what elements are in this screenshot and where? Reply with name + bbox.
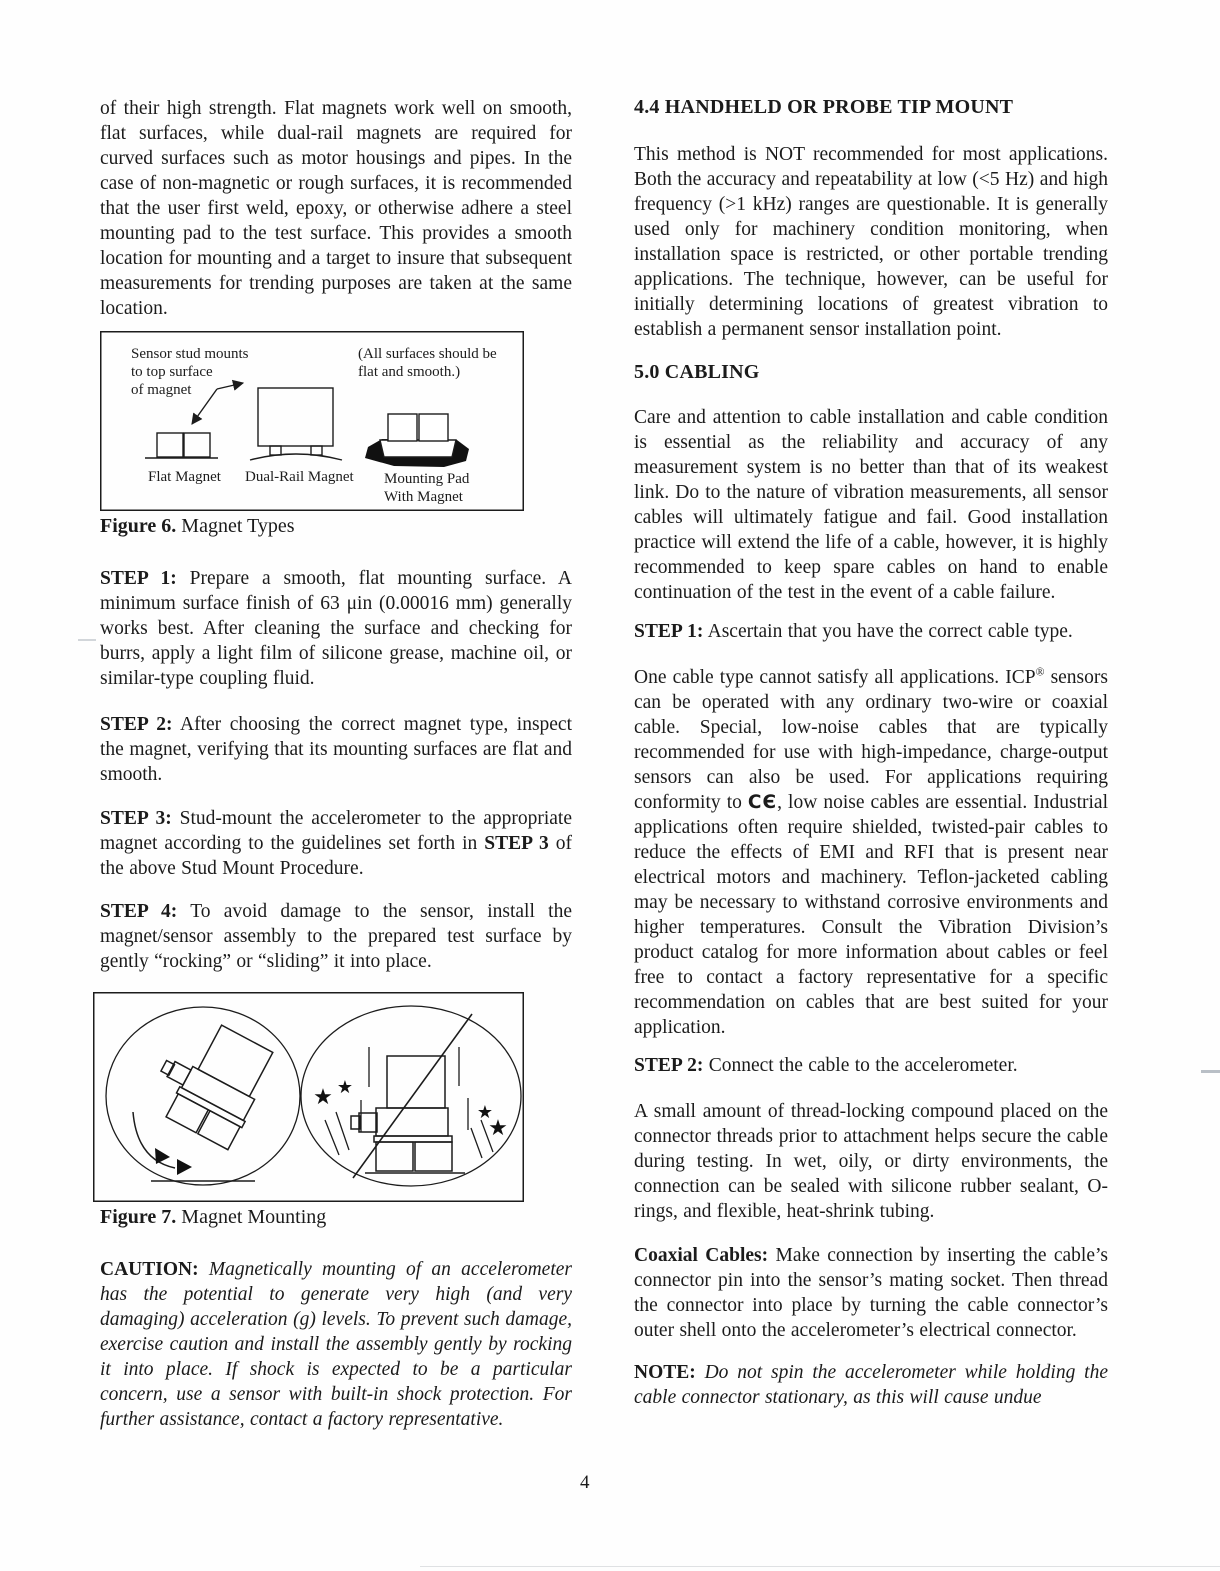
flat-magnet-label: Flat Magnet [148,469,221,485]
impact-circle [301,1006,521,1186]
rocking-arrowhead-icon [177,1159,192,1175]
step-3-magnet: STEP 3: Stud-mount the accelerometer to the appropriate magnet according to the guidelines set forth in STEP 3 of the above Stud Mount Procedure. [100,808,573,879]
annotation-line-1: Sensor stud mounts [131,346,249,362]
step-1-cabling: STEP 1: Ascertain that you have the correct cable type. [634,621,1073,642]
paragraph-cable-types: One cable type cannot satisfy all applications. ICP® sensors can be operated with any ordinary two-wire or coaxial cable. Special, low-noise cables that are typically recommended for use with high-impedance, charge-output sensors can also be used. For applications requiring conformity to CЄ, low noise cables are essential. Industrial applications often require shielded, twisted-pair cables to reduce the effects of EMI and RFI that is present near electrical motors and machinery. Teflon-jacketed cabling may be necessary to withstand corrosive environments and higher temperatures. Consult the Vibration Division’s product catalog for more information about cables or feel free to contact a factory representative for a specific recommendation on cables that are best suited for your application. [634,665,1108,1038]
registered-trademark-symbol: ® [1035,665,1045,679]
annotation-arrow-icon [192,383,243,424]
figure-6-annotation-stud [131,346,249,398]
paragraph-handheld: This method is NOT recommended for most applications. Both the accuracy and repeatability at low (<5 Hz) and high frequency (>1 kHz) ranges are questionable. It is generally used only for machinery condition monitoring, when installation space is restricted, or other portable trending applications. The technique, however, can be useful for initially determining locations of greatest vibration to establish a permanent sensor installation point. [634,144,1108,340]
note-paragraph: NOTE: Do not spin the accelerometer while holding the cable connector stationary, as this will cause undue [634,1362,1108,1408]
step-1-magnet: STEP 1: Prepare a smooth, flat mounting surface. A minimum surface finish of 63 μin (0.00016 mm) generally works best. After cleaning the surface and checking for burrs, apply a light film of silicone grease, machine oil, or similar-type coupling fluid. [100,568,573,689]
scan-artifact-bottom-line [420,1566,1220,1567]
scan-artifact-right-dash [1201,1070,1220,1073]
heading-cabling: 5.0 CABLING [634,361,760,383]
step-2-cabling: STEP 2: Connect the cable to the accelerometer. [634,1055,1018,1076]
annotation-line-2: to top surface [131,364,213,380]
svg-text:★: ★ [336,1077,354,1098]
figure-6-drawing [100,331,524,511]
page-number: 4 [580,1472,590,1493]
left-column [100,96,572,1432]
mounting-pad-label-line2: With Magnet [384,489,463,505]
svg-text:★: ★ [488,1116,508,1141]
figure-7-border [94,993,524,1202]
right-column [634,96,1108,1410]
step-2-magnet: STEP 2: After choosing the correct magnet type, inspect the magnet, verifying that its mounting surfaces are flat and smooth. [100,714,573,785]
rocking-arrow-arc [133,1112,175,1168]
flat-magnet-drawing [145,433,218,458]
paragraph-cabling-care: Care and attention to cable installation and cable condition is essential as the reliability and accuracy of any measurement system is no better than that of its weakest link. Do to the nature of vibration measurements, all sensor cables will ultimately fatigue and fail. Good installation practice will extend the life of a cable, however, it is highly recommended to keep spare cables on hand to enable continuation of the test in the event of a cable failure. [634,407,1108,603]
heading-handheld-mount: 4.4 HANDHELD OR PROBE TIP MOUNT [634,96,1014,118]
figure-6-caption: Figure 6. Magnet Types [100,515,295,537]
figure-6-magnet-types [100,331,572,511]
paragraph-coaxial-cables: Coaxial Cables: Make connection by inserting the cable’s connector pin into the sensor’s mating socket. Then thread the connector into place by turning the cable connector’s outer shell onto the accelerometer’s electrical connector. [634,1245,1108,1341]
rocking-arrowhead-icon-2 [155,1148,170,1164]
dual-rail-magnet-label: Dual-Rail Magnet [245,469,354,485]
dual-rail-magnet-drawing [250,388,342,460]
annotation-line-4: (All surfaces should be [358,346,497,362]
annotation-line-5: flat and smooth.) [358,364,461,380]
figure-6-annotation-surfaces [358,346,497,380]
caution-paragraph: CAUTION: Magnetically mounting of an accelerometer has the potential to generate very high (and very damaging) acceleration (g) levels. To prevent such damage, exercise caution and install the assembly gently by rocking it into place. If shock is expected to be a particular concern, use a sensor with built-in shock protection. For further assistance, contact a factory representative. [100,1259,572,1430]
svg-text:★: ★ [313,1085,333,1110]
figure-7-magnet-mounting [93,992,572,1202]
ce-mark-icon: CЄ [747,792,778,813]
annotation-line-3: of magnet [131,382,192,398]
svg-text:★: ★ [476,1102,494,1123]
accelerometer-impact-drawing [351,1056,465,1173]
scan-artifact-left-dash [78,639,96,641]
mounting-pad-drawing [365,414,469,467]
step-4-magnet: STEP 4: To avoid damage to the sensor, install the magnet/sensor assembly to the prepared test surface by gently “rocking” or “sliding” it into place. [100,901,572,972]
paragraph-magnet-strength: of their high strength. Flat magnets work well on smooth, flat surfaces, while dual-rail magnets are required for curved surfaces such as motor housings and pipes. In the case of non-magnetic or rough surfaces, it is recommended that the user first weld, epoxy, or otherwise adhere a steel mounting pad to the test surface. This provides a smooth location for mounting and a target to insure that subsequent measurements for trending purposes are taken at the same location. [100,98,572,319]
rocking-circle [106,1007,300,1185]
accelerometer-rocking-drawing [143,1010,280,1150]
figure-7-drawing [93,992,524,1202]
figure-7-caption: Figure 7. Magnet Mounting [100,1206,327,1228]
mounting-pad-label-line1: Mounting Pad [384,471,470,487]
paragraph-thread-locking: A small amount of thread-locking compound placed on the connector threads prior to attachment helps secure the cable during testing. In wet, oily, or dirty environments, the connection can be sealed with silicone rubber sealant, O-rings, and flexible, heat-shrink tubing. [634,1101,1108,1222]
